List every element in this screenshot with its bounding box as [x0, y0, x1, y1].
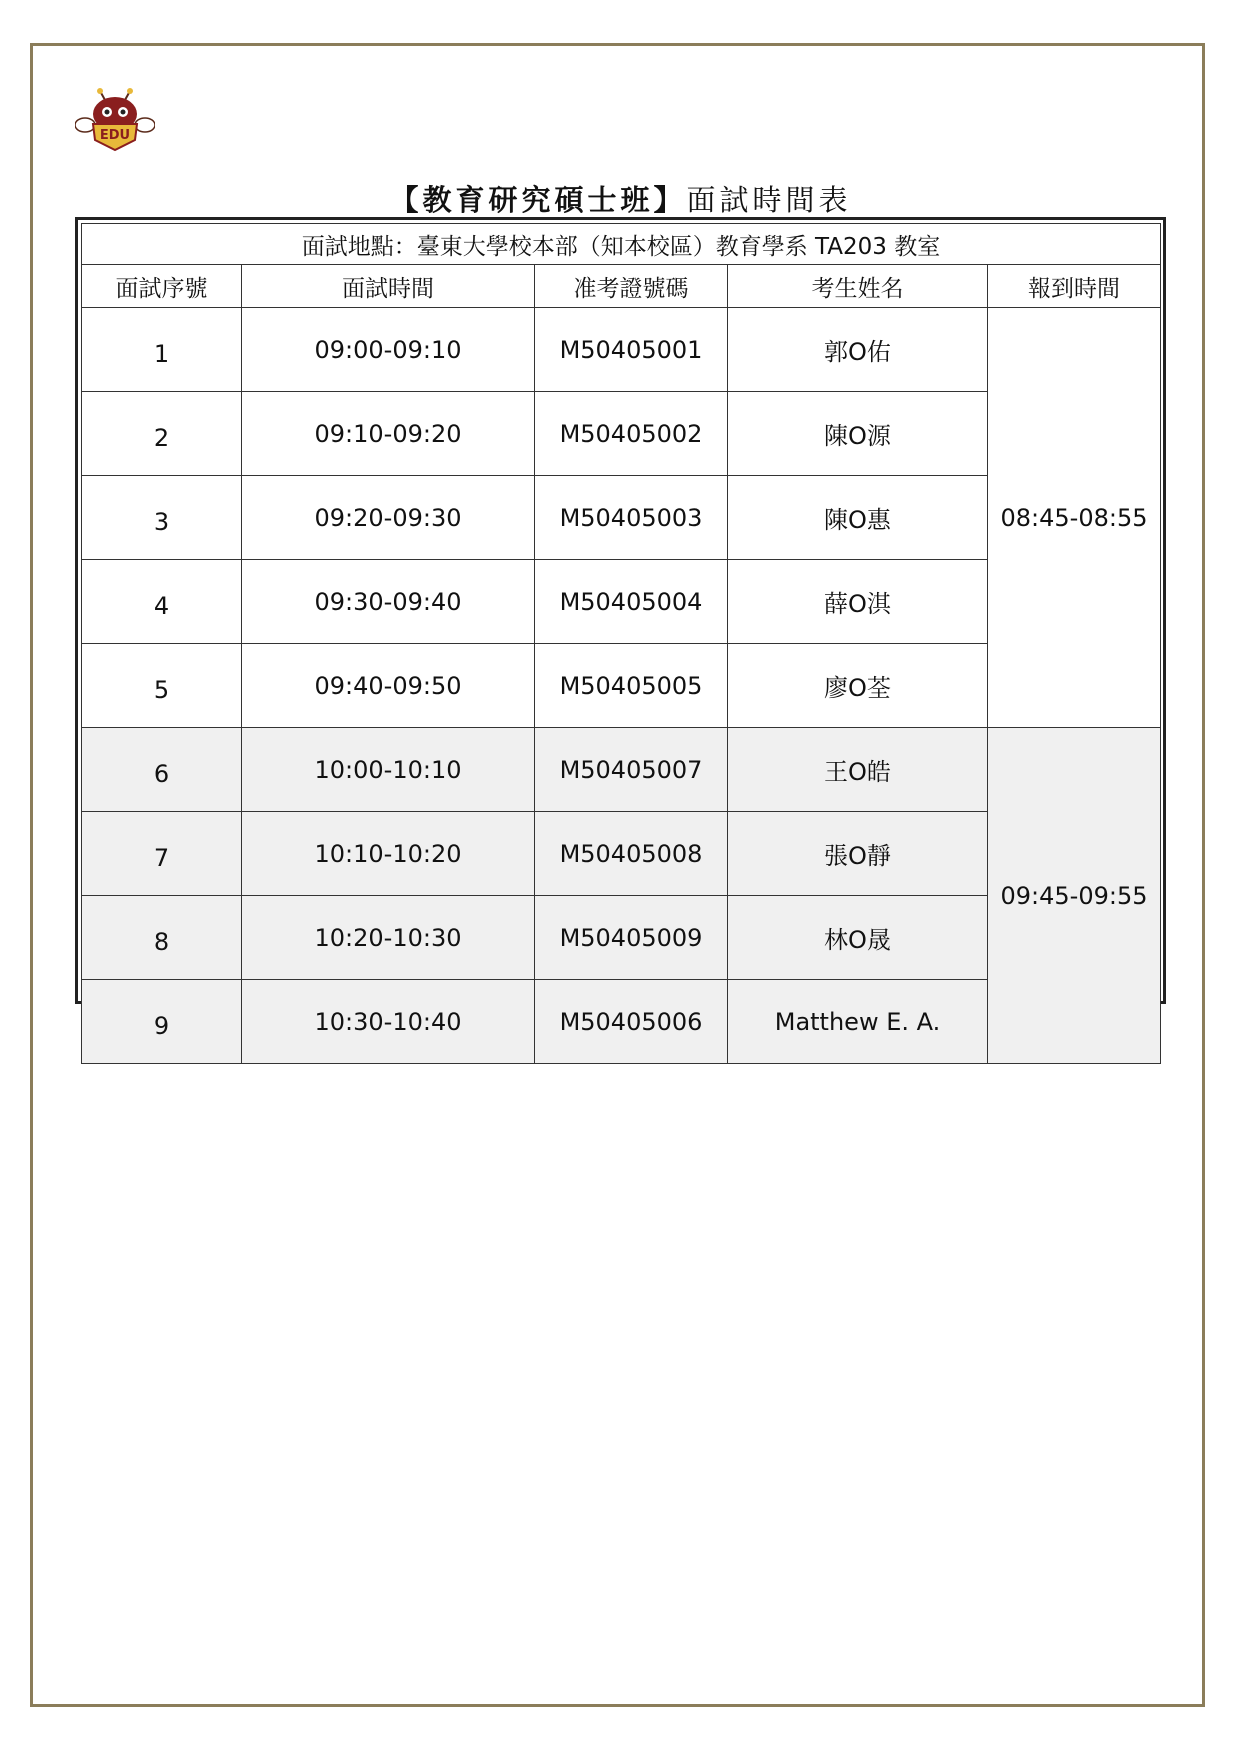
page-title — [0, 178, 1241, 219]
seq-cell: 2 — [82, 392, 242, 476]
location-row — [82, 224, 1161, 265]
exam-id-cell: M50405002 — [535, 392, 728, 476]
time-cell: 09:30-09:40 — [242, 560, 535, 644]
time-cell: 10:30-10:40 — [242, 980, 535, 1064]
header-seq: 面試序號 — [82, 265, 242, 308]
name-cell: Matthew E. A. — [728, 980, 988, 1064]
table-row — [82, 728, 1161, 812]
name-cell: 林O晟 — [728, 896, 988, 980]
exam-id-cell: M50405004 — [535, 560, 728, 644]
header-checkin: 報到時間 — [988, 265, 1161, 308]
exam-id-cell: M50405003 — [535, 476, 728, 560]
svg-text:EDU: EDU — [99, 128, 131, 143]
title-suffix: 面試時間表 — [686, 183, 852, 217]
seq-cell: 9 — [82, 980, 242, 1064]
name-cell: 陳O惠 — [728, 476, 988, 560]
seq-cell: 8 — [82, 896, 242, 980]
table-row — [82, 308, 1161, 392]
title-program: 【教育研究碩士班】 — [389, 183, 687, 217]
exam-id-cell: M50405009 — [535, 896, 728, 980]
seq-cell: 1 — [82, 308, 242, 392]
name-cell: 張O靜 — [728, 812, 988, 896]
time-cell: 10:00-10:10 — [242, 728, 535, 812]
name-cell: 郭O佑 — [728, 308, 988, 392]
name-cell: 薛O淇 — [728, 560, 988, 644]
exam-id-cell: M50405001 — [535, 308, 728, 392]
name-cell: 廖O荃 — [728, 644, 988, 728]
seq-cell: 4 — [82, 560, 242, 644]
header-time: 面試時間 — [242, 265, 535, 308]
checkin-cell: 09:45-09:55 — [988, 728, 1161, 1064]
seq-cell: 5 — [82, 644, 242, 728]
schedule-table — [81, 223, 1161, 1064]
name-cell: 王O皓 — [728, 728, 988, 812]
time-cell: 10:20-10:30 — [242, 896, 535, 980]
checkin-cell: 08:45-08:55 — [988, 308, 1161, 728]
time-cell: 10:10-10:20 — [242, 812, 535, 896]
exam-id-cell: M50405006 — [535, 980, 728, 1064]
location-cell: 面試地點：臺東大學校本部（知本校區）教育學系 TA203 教室 — [82, 224, 1161, 265]
header-exam-id: 准考證號碼 — [535, 265, 728, 308]
edu-bee-logo-icon — [75, 88, 155, 158]
header-row — [82, 265, 1161, 308]
seq-cell: 3 — [82, 476, 242, 560]
time-cell: 09:00-09:10 — [242, 308, 535, 392]
schedule-table-frame — [75, 217, 1166, 1040]
time-cell: 09:40-09:50 — [242, 644, 535, 728]
name-cell: 陳O源 — [728, 392, 988, 476]
exam-id-cell: M50405007 — [535, 728, 728, 812]
time-cell: 09:10-09:20 — [242, 392, 535, 476]
header-name: 考生姓名 — [728, 265, 988, 308]
exam-id-cell: M50405008 — [535, 812, 728, 896]
seq-cell: 7 — [82, 812, 242, 896]
seq-cell: 6 — [82, 728, 242, 812]
exam-id-cell: M50405005 — [535, 644, 728, 728]
time-cell: 09:20-09:30 — [242, 476, 535, 560]
